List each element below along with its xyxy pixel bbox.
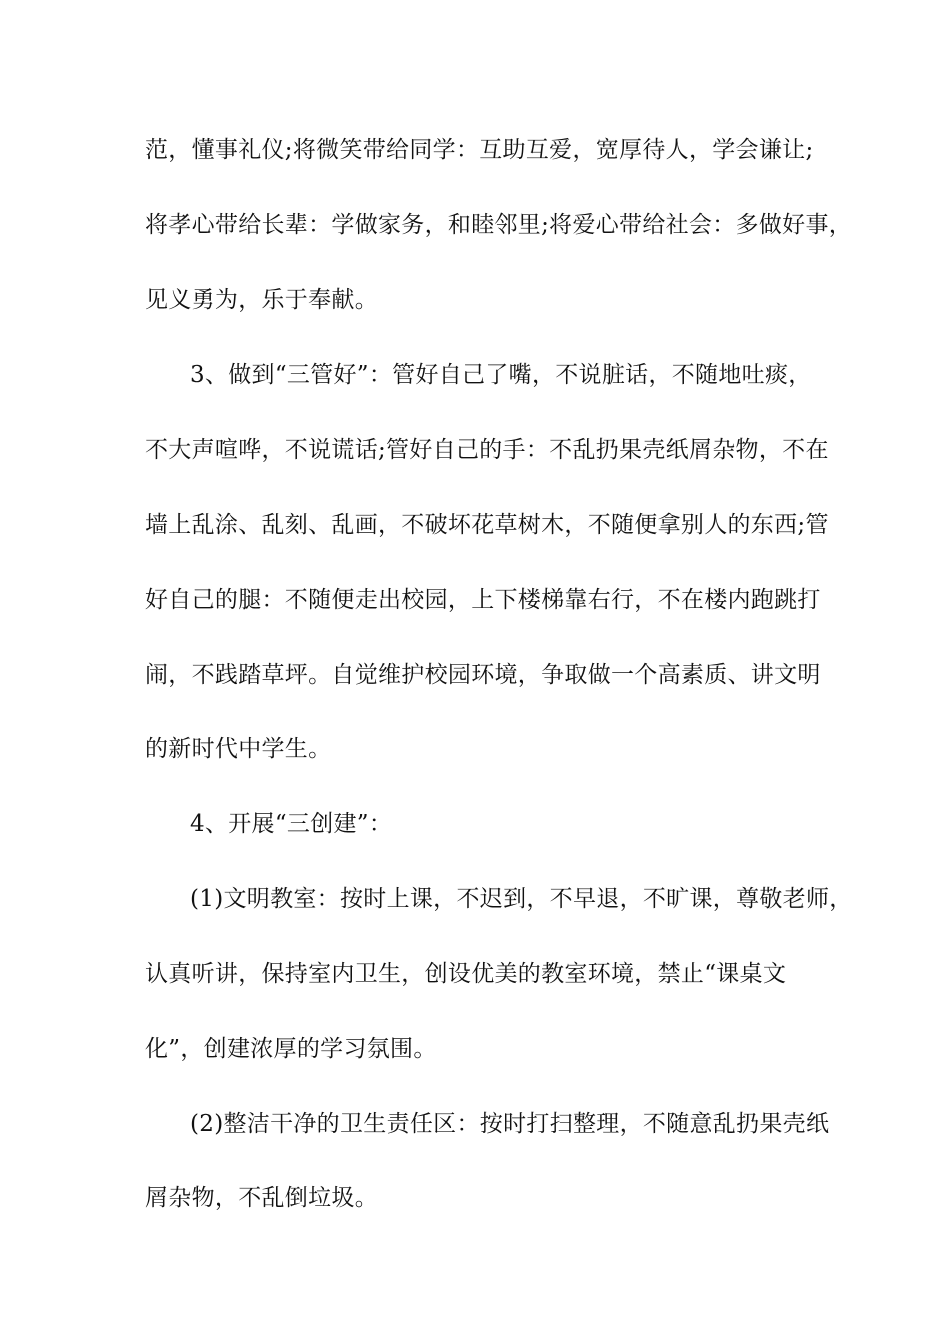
text-line-11: (1)文明教室：按时上课，不迟到，不早退，不旷课，尊敬老师，: [190, 886, 853, 912]
text-line-12: 认真听讲，保持室内卫生，创设优美的教室环境，禁止“课桌文: [145, 961, 787, 987]
text-line-10: 4、开展“三创建”：: [190, 811, 393, 837]
text-line-15: 屑杂物，不乱倒垃圾。: [145, 1185, 378, 1211]
text-line-8: 闹，不践踏草坪。自觉维护校园环境，争取做一个高素质、讲文明: [145, 662, 821, 688]
text-line-13: 化”，创建浓厚的学习氛围。: [145, 1036, 437, 1062]
text-line-1: 范，懂事礼仪;将微笑带给同学：互助互爱，宽厚待人，学会谦让;: [145, 137, 814, 163]
text-line-5: 不大声喧哗，不说谎话;管好自己的手：不乱扔果壳纸屑杂物，不在: [145, 437, 829, 463]
text-line-9: 的新时代中学生。: [145, 736, 332, 762]
text-line-6: 墙上乱涂、乱刻、乱画，不破坏花草树木，不随便拿别人的东西;管: [145, 512, 829, 538]
text-line-3: 见义勇为，乐于奉献。: [145, 287, 378, 313]
text-line-2: 将孝心带给长辈：学做家务，和睦邻里;将爱心带给社会：多做好事，: [145, 212, 853, 238]
text-line-4: 3、做到“三管好”：管好自己了嘴，不说脏话，不随地吐痰，: [190, 362, 812, 388]
text-line-14: (2)整洁干净的卫生责任区：按时打扫整理，不随意乱扔果壳纸: [190, 1111, 830, 1137]
text-line-7: 好自己的腿：不随便走出校园，上下楼梯靠右行，不在楼内跑跳打: [145, 587, 821, 613]
